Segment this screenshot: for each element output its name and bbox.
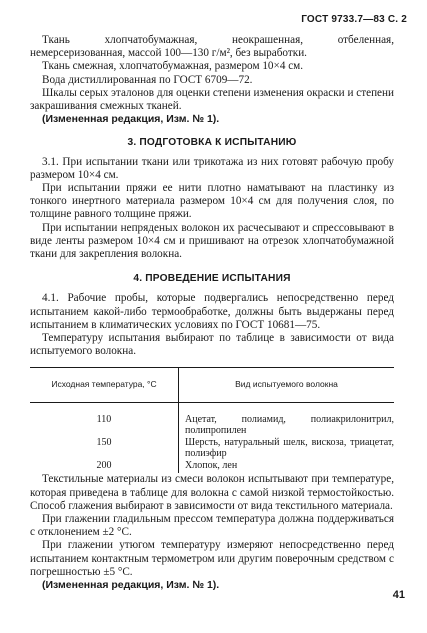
section-3-title: 3. ПОДГОТОВКА К ИСПЫТАНИЮ: [127, 137, 297, 149]
page-number: 41: [392, 589, 405, 601]
table-cell-temp: 110: [30, 402, 179, 437]
paragraph: При испытании пряжи ее нити плотно наматывают на пластинку из тонкого инертного материала размером 10×4 см для получения слоя, по толщине равного толщине пряжи.: [30, 182, 394, 221]
table-cell-fiber: Шерсть, натуральный шелк, вискоза, триацетат, полиэфир: [185, 436, 394, 460]
table-cell-temp: 150: [30, 437, 179, 460]
table-row: [30, 437, 394, 460]
table-cell-temp: 200: [30, 460, 179, 474]
amendment-note: (Измененная редакция, Изм. № 1).: [42, 113, 220, 126]
paragraph: Ткань хлопчатобумажная, неокрашенная, отбеленная, немерсеризованная, массой 100—130 г/м², без выработки.: [30, 34, 394, 60]
table-header-temperature: Исходная температура, °С: [30, 368, 179, 403]
table-cell-fiber: Хлопок, лен: [185, 459, 238, 471]
section-4-title: 4. ПРОВЕДЕНИЕ ИСПЫТАНИЯ: [133, 273, 291, 285]
table-header-fiber: Вид испытуемого волокна: [179, 368, 395, 403]
paragraph: Вода дистиллированная по ГОСТ 6709—72.: [42, 73, 253, 86]
paragraph: Ткань смежная, хлопчатобумажная, размером 10×4 см.: [42, 60, 304, 73]
paragraph: 3.1. При испытании ткани или трикотажа из них готовят рабочую пробу размером 10×4 см.: [30, 155, 394, 181]
paragraph: Текстильные материалы из смеси волокон испытывают при температуре, которая приведена в таблице для волокна с самой низкой термостойкостью. Способ глажения выбирают в зависимости от вида текстильного материала.: [30, 473, 394, 512]
page-content: [30, 34, 394, 592]
paragraph: При глажении утюгом температуру измеряют непосредственно перед испытанием контактным термометром или другим поверочным средством с погрешностью ±5 °С.: [30, 539, 394, 578]
amendment-note: (Измененная редакция, Изм. № 1).: [42, 579, 220, 592]
paragraph: Шкалы серых эталонов для оценки степени изменения окраски и степени закрашивания смежных тканей.: [30, 86, 394, 113]
paragraph: Температуру испытания выбирают по таблице в зависимости от вида испытуемого волокна.: [30, 332, 394, 358]
table-cell-fiber: Ацетат, полиамид, полиакрилонитрил, полипропилен: [185, 413, 394, 437]
temperature-table: [30, 367, 394, 473]
page-header: ГОСТ 9733.7—83 С. 2: [301, 14, 407, 25]
paragraph: 4.1. Рабочие пробы, которые подвергались непосредственно перед испытанием какой-либо термообработке, должны быть выдержаны перед испытанием в климатических условиях по ГОСТ 10681—75.: [30, 292, 394, 331]
table-row: [30, 402, 394, 437]
paragraph: При глажении гладильным прессом температура должна поддерживаться с отклонением ±2 °С.: [30, 513, 394, 539]
table-row: [30, 460, 394, 474]
paragraph: При испытании непряденых волокон их расчесывают и спрессовывают в виде ленты размером 10×4 см и пришивают на отрезок хлопчатобумажной ткани для закрепления волокна.: [30, 221, 394, 261]
